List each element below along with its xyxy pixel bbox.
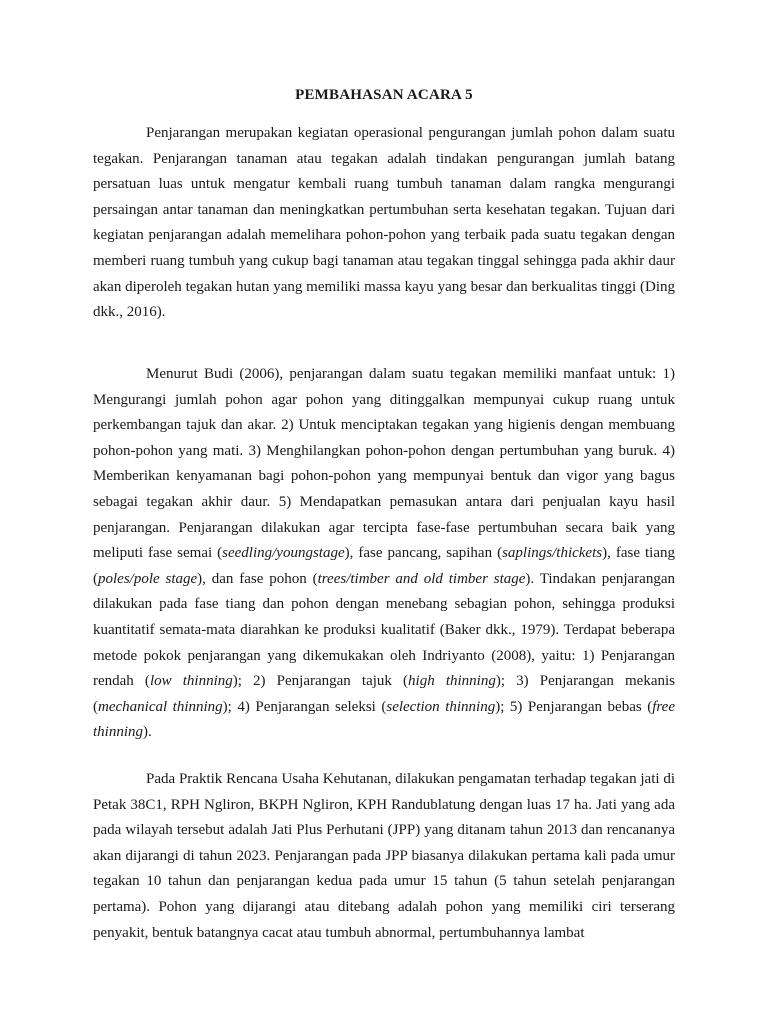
text-run: ); 5) Penjarangan bebas ( (495, 698, 653, 715)
paragraph-1 (93, 121, 675, 326)
italic-term: mechanical thinning (98, 698, 223, 715)
italic-term: free thinning (93, 698, 675, 741)
text-run: ); 3) Penjarangan mekanis ( (93, 673, 676, 715)
text-run: ). (143, 724, 152, 741)
text-run: ), fase tiang ( (93, 545, 675, 587)
text-run: ); 2) Penjarangan tajuk ( (232, 673, 409, 690)
italic-term: high thinning (408, 673, 496, 690)
italic-term: saplings/thickets (502, 545, 603, 562)
text-run: ). Tindakan penjarangan dilakukan pada fase tiang dan pohon dengan menebang sebagian pohon, sehingga produksi kuantitatif semata-mata diarahkan ke produksi kualitatif (Baker dkk., 1979). Terdapat beberapa metode pokok penjarangan yang dikemukakan oleh Indriyanto (2008), yaitu: 1) Penjarangan rendah ( (93, 570, 675, 690)
italic-term: poles/pole stage (98, 570, 198, 587)
text-run: ), fase pancang, sapihan ( (344, 545, 503, 562)
italic-term: seedling/youngstage (222, 545, 345, 562)
text-run: ); 4) Penjarangan seleksi ( (222, 698, 387, 715)
paragraph-2 (93, 362, 675, 746)
italic-term: trees/timber and old timber stage (317, 570, 526, 587)
paragraph-3 (93, 767, 675, 946)
text-run: Menurut Budi (2006), penjarangan dalam suatu tegakan memiliki manfaat untuk: 1) Mengurangi jumlah pohon agar pohon yang ditinggalkan mempunyai cukup ruang untuk perkembangan tajuk dan akar. 2) Untuk menciptakan tegakan yang higienis dengan membuang pohon-pohon yang mati. 3) Menghilangkan pohon-pohon dengan pertumbuhan yang buruk. 4) Memberikan kenyamanan bagi pohon-pohon yang mempunyai bentuk dan vigor yang bagus sebagai tegakan akhir daur. 5) Mendapatkan pemasukan antara dari penjualan kayu hasil penjarangan. Penjarangan dilakukan agar tercipta fase-fase pertumbuhan secara baik yang meliputi fase semai ( (93, 366, 675, 562)
text-run: ), dan fase pohon ( (197, 570, 318, 587)
page-title: PEMBAHASAN ACARA 5 (295, 87, 473, 103)
text-run: Pada Praktik Rencana Usaha Kehutanan, dilakukan pengamatan terhadap tegakan jati di Petak 38C1, RPH Ngliron, BKPH Ngliron, KPH Randublatung dengan luas 17 ha. Jati yang ada pada wilayah tersebut adalah Jati Plus Perhutani (JPP) yang ditanam tahun 2013 dan rencananya akan dijarangi di tahun 2023. Penjarangan pada JPP biasanya dilakukan pertama kali pada umur tegakan 10 tahun dan penjarangan kedua pada umur 15 tahun (5 tahun setelah penjarangan pertama). Pohon yang dijarangi atau ditebang adalah pohon yang memiliki ciri terserang penyakit, bentuk batangnya cacat atau tumbuh abnormal, pertumbuhannya lambat (93, 771, 675, 941)
italic-term: low thinning (149, 673, 233, 690)
text-run: Penjarangan merupakan kegiatan operasional pengurangan jumlah pohon dalam suatu tegakan. Penjarangan tanaman atau tegakan adalah tindakan pengurangan jumlah batang persatuan luas untuk mengatur kembali ruang tumbuh tanaman dalam rangka mengurangi persaingan antar tanaman dan meningkatkan pertumbuhan serta kesehatan tegakan. Tujuan dari kegiatan penjarangan adalah memelihara pohon-pohon yang terbaik pada suatu tegakan dengan memberi ruang tumbuh yang cukup bagi tanaman atau tegakan tinggal sehingga pada akhir daur akan diperoleh tegakan hutan yang memiliki massa kayu yang besar dan berkualitas tinggi (Ding dkk., 2016). (93, 125, 675, 321)
italic-term: selection thinning (386, 698, 496, 715)
